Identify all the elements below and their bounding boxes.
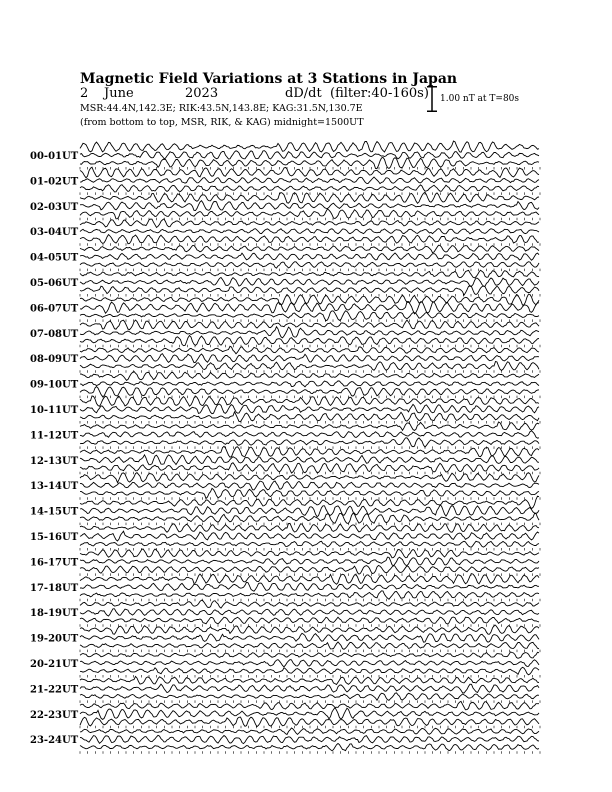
filter-label: (filter:40-160s) [330, 86, 429, 101]
minute-ticks [80, 396, 540, 399]
trace-rik [80, 431, 539, 438]
trace-msr [80, 387, 539, 397]
trace-kag [80, 728, 539, 735]
trace-rik [80, 481, 539, 490]
row-label: 01-02UT [30, 176, 79, 188]
minute-ticks [80, 192, 540, 195]
trace-rik [80, 253, 539, 260]
trace-msr [80, 693, 539, 700]
row-label: 06-07UT [30, 303, 79, 315]
trace-rik [80, 404, 539, 414]
trace-msr [80, 488, 539, 498]
trace-msr [80, 185, 539, 192]
trace-kag [80, 245, 539, 253]
trace-kag [80, 600, 539, 608]
trace-msr [80, 617, 539, 624]
row-label: 10-11UT [30, 405, 79, 416]
trace-msr [80, 412, 539, 422]
row-label: 08-09UT [30, 354, 79, 366]
trace-msr [80, 262, 539, 268]
trace-rik [80, 660, 539, 667]
trace-rik [80, 327, 539, 338]
trace-rik [80, 354, 539, 363]
minute-ticks [80, 269, 540, 272]
row-label: 11-12UT [30, 430, 79, 442]
trace-msr [80, 642, 539, 649]
trace-rik [80, 582, 539, 591]
trace-msr [80, 438, 539, 447]
row-label: 05-06UT [30, 278, 79, 289]
minute-ticks [80, 167, 540, 170]
minute-ticks [80, 294, 540, 297]
trace-kag [80, 473, 539, 483]
minute-ticks [80, 548, 540, 551]
minute-ticks [80, 243, 540, 246]
trace-rik [80, 609, 539, 616]
row-label: 09-10UT [30, 379, 79, 391]
minute-ticks [80, 751, 540, 754]
row-label: 07-08UT [30, 328, 79, 340]
trace-kag [80, 676, 539, 684]
trace-msr [80, 286, 539, 296]
minute-ticks [80, 726, 540, 729]
trace-msr [80, 591, 539, 599]
trace-msr [80, 744, 539, 751]
trace-kag [80, 372, 539, 381]
date-year: 2023 [185, 86, 219, 101]
trace-rik [80, 684, 539, 693]
trace-msr [80, 362, 539, 371]
trace-msr [80, 311, 539, 321]
row-label: 14-15UT [30, 506, 79, 518]
row-label: 02-03UT [30, 201, 79, 213]
row-label: 18-19UT [30, 608, 79, 620]
trace-rik [80, 531, 539, 541]
minute-ticks [80, 523, 540, 526]
row-label: 13-14UT [30, 481, 79, 493]
station-order-note: (from bottom to top, MSR, RIK, & KAG) midnight=1500UT [80, 117, 364, 128]
minute-ticks [80, 650, 540, 653]
trace-msr [80, 336, 539, 346]
row-label: 12-13UT [30, 455, 79, 467]
trace-msr [80, 157, 539, 168]
scale-label: 1.00 nT at T=80s [440, 94, 520, 104]
trace-rik [80, 633, 539, 642]
trace-rik [80, 381, 539, 387]
trace-msr [80, 235, 539, 244]
row-label: 00-01UT [30, 151, 79, 162]
quantity-label: dD/dt [285, 86, 322, 101]
row-label: 22-23UT [30, 709, 79, 721]
trace-rik [80, 557, 539, 566]
minute-ticks [80, 599, 540, 602]
trace-rik [80, 302, 539, 314]
trace-rik [80, 177, 539, 184]
trace-msr [80, 209, 539, 219]
minute-ticks [80, 345, 540, 348]
minute-ticks [80, 421, 540, 424]
trace-kag [80, 219, 539, 228]
row-label: 03-04UT [30, 227, 79, 239]
trace-msr [80, 541, 539, 547]
trace-rik [80, 735, 539, 743]
row-label: 04-05UT [30, 252, 79, 264]
trace-kag [80, 270, 539, 278]
minute-ticks [80, 624, 540, 627]
row-label: 23-24UT [30, 735, 79, 747]
trace-rik [80, 505, 539, 516]
trace-rik [80, 278, 539, 287]
row-label: 16-17UT [30, 557, 79, 569]
chart-title: Magnetic Field Variations at 3 Stations in Japan [80, 71, 458, 87]
trace-msr [80, 717, 539, 727]
minute-ticks [80, 497, 540, 500]
trace-kag [80, 346, 539, 354]
trace-msr [80, 565, 539, 574]
trace-rik [80, 229, 539, 234]
trace-kag [80, 141, 539, 152]
minute-ticks [80, 446, 540, 449]
trace-msr [80, 667, 539, 675]
row-label: 20-21UT [30, 659, 79, 670]
row-label: 19-20UT [30, 633, 79, 645]
trace-rik [80, 455, 539, 465]
row-label: 15-16UT [30, 532, 79, 543]
station-coordinates: MSR:44.4N,142.3E; RIK:43.5N,143.8E; KAG:31.5N,130.7E [80, 103, 363, 114]
row-label: 17-18UT [30, 582, 79, 594]
date-day: 2 [80, 86, 89, 101]
date-month: June [104, 86, 134, 101]
trace-rik [80, 708, 539, 720]
row-label: 21-22UT [30, 684, 79, 696]
trace-kag [80, 652, 539, 658]
